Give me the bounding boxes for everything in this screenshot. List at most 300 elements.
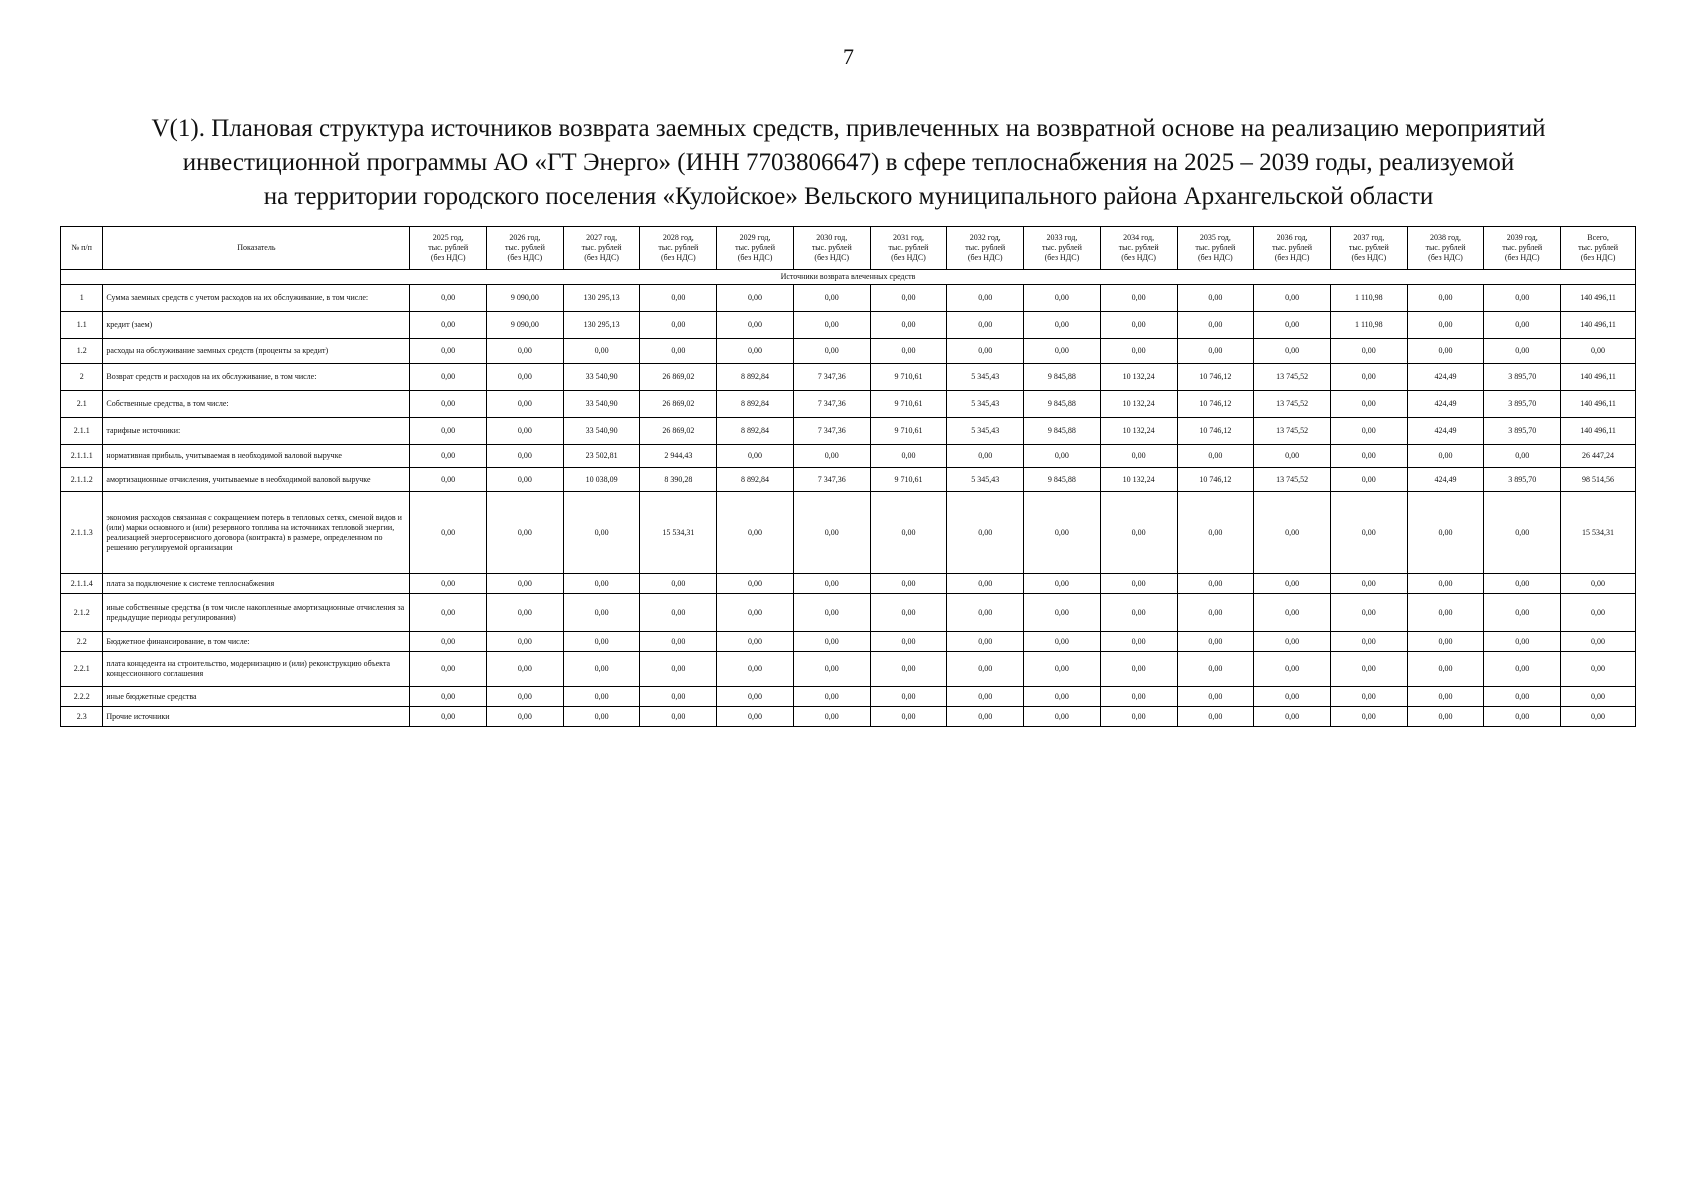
row-year-value: 9 710,61 [870,391,947,418]
row-year-value: 0,00 [487,364,564,391]
row-year-value: 0,00 [1484,285,1561,312]
row-year-value: 9 845,88 [1024,364,1101,391]
row-year-value: 0,00 [1024,594,1101,632]
row-number: 2.1.1 [61,418,103,445]
header-year-line: (без НДС) [507,253,543,262]
row-indicator: амортизационные отчисления, учитываемые в необходимой валовой выручке [103,468,410,492]
row-total-value: 0,00 [1561,687,1636,707]
row-year-value: 0,00 [563,339,640,364]
header-year-line: 2035 год, [1199,233,1231,242]
table-row [61,312,1636,339]
row-year-value: 0,00 [410,418,487,445]
row-year-value: 130 295,13 [563,285,640,312]
row-year-value: 0,00 [640,285,717,312]
table-row [61,418,1636,445]
row-year-value: 10 132,24 [1100,391,1177,418]
document-title [60,112,1637,214]
row-year-value: 0,00 [947,285,1024,312]
header-num: № п/п [61,227,103,270]
row-year-value: 130 295,13 [563,312,640,339]
row-year-value: 0,00 [1177,574,1254,594]
row-year-value: 10 038,09 [563,468,640,492]
row-year-value: 0,00 [1024,285,1101,312]
row-year-value: 0,00 [1330,687,1407,707]
row-year-value: 13 745,52 [1254,468,1331,492]
table-row [61,652,1636,687]
header-year-line: тыс. рублей [504,243,545,252]
row-year-value: 10 132,24 [1100,364,1177,391]
row-year-value: 0,00 [1330,445,1407,468]
row-year-value: 0,00 [1407,632,1484,652]
row-year-value: 10 746,12 [1177,418,1254,445]
table-row [61,574,1636,594]
row-year-value: 0,00 [1177,652,1254,687]
row-year-value: 7 347,36 [793,418,870,445]
row-year-value: 3 895,70 [1484,418,1561,445]
row-year-value: 9 710,61 [870,418,947,445]
row-number: 2.1.1.4 [61,574,103,594]
row-year-value: 5 345,43 [947,418,1024,445]
header-year [1177,227,1254,270]
header-year-line: 2036 год, [1276,233,1308,242]
header-year-line: Всего, [1587,233,1609,242]
row-year-value: 0,00 [1177,632,1254,652]
header-year-line: (без НДС) [1044,253,1080,262]
row-year-value: 0,00 [1254,285,1331,312]
row-total-value: 140 496,11 [1561,312,1636,339]
table-row [61,445,1636,468]
header-year-line: тыс. рублей [1578,243,1618,252]
row-year-value: 0,00 [870,687,947,707]
row-year-value: 0,00 [410,492,487,574]
row-year-value: 0,00 [487,574,564,594]
row-year-value: 13 745,52 [1254,418,1331,445]
header-year-line: (без НДС) [584,253,619,262]
row-year-value: 0,00 [947,687,1024,707]
row-year-value: 9 090,00 [487,312,564,339]
row-number: 1.1 [61,312,103,339]
row-total-value: 140 496,11 [1561,285,1636,312]
row-year-value: 0,00 [1407,339,1484,364]
row-year-value: 0,00 [1254,652,1331,687]
row-year-value: 0,00 [1100,707,1177,727]
row-year-value: 0,00 [1024,687,1101,707]
row-year-value: 0,00 [1484,339,1561,364]
row-year-value: 5 345,43 [947,391,1024,418]
row-year-value: 33 540,90 [563,391,640,418]
row-year-value: 0,00 [1100,339,1177,364]
row-year-value: 0,00 [640,652,717,687]
row-year-value: 0,00 [947,574,1024,594]
row-year-value: 0,00 [1330,364,1407,391]
header-year-line: (без НДС) [660,253,696,262]
row-year-value: 9 090,00 [487,285,564,312]
page-number: 7 [843,44,854,69]
row-year-value: 0,00 [1330,418,1407,445]
row-year-value: 0,00 [410,652,487,687]
header-year-line: тыс. рублей [1041,243,1082,252]
row-year-value: 0,00 [717,594,794,632]
row-year-value: 13 745,52 [1254,391,1331,418]
header-year-line: (без НДС) [430,253,466,262]
row-year-value: 0,00 [870,574,947,594]
row-year-value: 7 347,36 [793,468,870,492]
header-year [640,227,717,270]
row-year-value: 0,00 [640,707,717,727]
header-year [1024,227,1101,270]
header-year-line: тыс. рублей [581,243,622,252]
row-total-value: 15 534,31 [1561,492,1636,574]
table-row [61,391,1636,418]
header-year-line: тыс. рублей [1348,243,1389,252]
header-year-line: (без НДС) [1198,253,1233,262]
row-indicator: экономия расходов связанная с сокращением потерь в тепловых сетях, сменой видов и (или) марки основного и (или) резервного топлива на источниках тепловой энергии, реализацией энергосервисного договора (контракта) в размере, определенном по решению регулируемой организации [103,492,410,574]
header-year-line: 2025 год, [432,233,464,242]
row-indicator: Возврат средств и расходов на их обслуживание, в том числе: [103,364,410,391]
row-year-value: 0,00 [487,594,564,632]
header-year [410,227,487,270]
row-year-value: 0,00 [1254,707,1331,727]
row-year-value: 0,00 [793,687,870,707]
row-year-value: 0,00 [1100,574,1177,594]
row-indicator: расходы на обслуживание заемных средств (проценты за кредит) [103,339,410,364]
row-year-value: 0,00 [717,312,794,339]
row-indicator: Сумма заемных средств с учетом расходов на их обслуживание, в том числе: [103,285,410,312]
row-year-value: 0,00 [640,594,717,632]
row-year-value: 0,00 [793,445,870,468]
row-year-value: 10 132,24 [1100,418,1177,445]
row-year-value: 0,00 [717,574,794,594]
row-year-value: 0,00 [487,492,564,574]
table-row [61,632,1636,652]
row-year-value: 0,00 [717,339,794,364]
row-year-value: 0,00 [793,285,870,312]
row-year-value: 0,00 [410,687,487,707]
row-year-value: 9 710,61 [870,468,947,492]
row-year-value: 424,49 [1407,468,1484,492]
row-year-value: 33 540,90 [563,418,640,445]
header-year-line: (без НДС) [1121,253,1156,262]
header-year [1484,227,1561,270]
row-year-value: 1 110,98 [1330,285,1407,312]
row-indicator: Бюджетное финансирование, в том числе: [103,632,410,652]
row-year-value: 0,00 [563,652,640,687]
row-year-value: 9 845,88 [1024,468,1101,492]
header-year-line: (без НДС) [891,253,926,262]
row-year-value: 10 746,12 [1177,391,1254,418]
row-year-value: 0,00 [1407,707,1484,727]
row-year-value: 0,00 [410,364,487,391]
row-year-value: 0,00 [717,652,794,687]
row-year-value: 0,00 [947,312,1024,339]
title-line: V(1). Плановая структура источников возврата заемных средств, привлеченных на возвратной основе на реализацию мероприятий [151,115,1546,142]
row-year-value: 0,00 [1177,687,1254,707]
row-year-value: 0,00 [793,492,870,574]
row-year-value: 10 746,12 [1177,468,1254,492]
row-year-value: 0,00 [1484,594,1561,632]
header-year-line: (без НДС) [814,253,850,262]
table-row [61,285,1636,312]
row-year-value: 0,00 [563,632,640,652]
header-year-line: тыс. рублей [1118,243,1159,252]
header-year [947,227,1024,270]
row-year-value: 0,00 [870,652,947,687]
row-year-value: 0,00 [1024,312,1101,339]
row-year-value: 0,00 [870,594,947,632]
row-year-value: 0,00 [1484,707,1561,727]
header-year [1407,227,1484,270]
header-year-line: (без НДС) [1504,253,1540,262]
header-year [563,227,640,270]
row-year-value: 0,00 [487,687,564,707]
table-row [61,492,1636,574]
row-year-value: 0,00 [870,445,947,468]
table-row [61,364,1636,391]
row-year-value: 0,00 [947,632,1024,652]
row-year-value: 0,00 [1254,445,1331,468]
row-year-value: 0,00 [1100,445,1177,468]
row-year-value: 0,00 [793,594,870,632]
row-year-value: 0,00 [410,312,487,339]
table-row [61,707,1636,727]
row-year-value: 0,00 [1484,492,1561,574]
row-year-value: 23 502,81 [563,445,640,468]
row-year-value: 0,00 [1330,468,1407,492]
section-title-row [61,270,1636,285]
row-year-value: 0,00 [640,574,717,594]
row-year-value: 0,00 [1407,285,1484,312]
row-year-value: 3 895,70 [1484,364,1561,391]
row-year-value: 0,00 [563,707,640,727]
row-year-value: 0,00 [1024,339,1101,364]
table-header-row [61,227,1636,270]
row-year-value: 0,00 [487,652,564,687]
header-year-line: тыс. рублей [811,243,852,252]
header-year-line: тыс. рублей [1272,243,1313,252]
row-year-value: 0,00 [410,468,487,492]
row-year-value: 0,00 [1254,339,1331,364]
table-row [61,339,1636,364]
title-line: на территории городского поселения «Кулойское» Вельского муниципального района Архангельской области [263,183,1434,210]
section-title: Источники возврата влеченных средств [61,270,1636,285]
row-year-value: 0,00 [1100,312,1177,339]
header-year-line: 2029 год, [739,233,771,242]
row-year-value: 0,00 [947,707,1024,727]
row-year-value: 0,00 [563,492,640,574]
row-year-value: 0,00 [870,492,947,574]
row-year-value: 0,00 [1484,312,1561,339]
header-year [1254,227,1331,270]
header-year-line: тыс. рублей [428,243,469,252]
row-year-value: 0,00 [563,687,640,707]
row-year-value: 0,00 [1254,632,1331,652]
row-year-value: 0,00 [1407,594,1484,632]
row-year-value: 424,49 [1407,418,1484,445]
row-number: 2.2.2 [61,687,103,707]
row-total-value: 0,00 [1561,339,1636,364]
row-year-value: 0,00 [1484,652,1561,687]
row-year-value: 0,00 [717,285,794,312]
row-year-value: 0,00 [640,687,717,707]
header-year-line: (без НДС) [1580,253,1616,262]
row-year-value: 0,00 [870,339,947,364]
header-year-line: (без НДС) [1351,253,1387,262]
title-line: инвестиционной программы АО «ГТ Энерго» (ИНН 7703806647) в сфере теплоснабжения на 2025 – 2039 годы, реализуемой [182,149,1515,176]
row-year-value: 0,00 [1024,492,1101,574]
row-year-value: 0,00 [947,492,1024,574]
row-year-value: 8 892,84 [717,391,794,418]
header-year-line: тыс. рублей [735,243,775,252]
row-number: 2.1 [61,391,103,418]
header-year-line: (без НДС) [1428,253,1463,262]
row-year-value: 0,00 [1407,574,1484,594]
row-indicator: иные бюджетные средства [103,687,410,707]
table-row [61,687,1636,707]
row-year-value: 0,00 [1024,707,1101,727]
row-total-value: 0,00 [1561,707,1636,727]
row-year-value: 0,00 [1254,687,1331,707]
header-year [487,227,564,270]
row-year-value: 8 892,84 [717,418,794,445]
row-number: 2.3 [61,707,103,727]
row-year-value: 0,00 [1407,492,1484,574]
row-year-value: 0,00 [1177,339,1254,364]
row-year-value: 0,00 [563,594,640,632]
row-year-value: 0,00 [1330,652,1407,687]
header-year-line: тыс. рублей [1502,243,1543,252]
row-year-value: 33 540,90 [563,364,640,391]
row-year-value: 0,00 [1100,594,1177,632]
row-number: 2 [61,364,103,391]
row-year-value: 0,00 [1330,492,1407,574]
row-year-value: 0,00 [1254,594,1331,632]
row-indicator: плата за подключение к системе теплоснабжения [103,574,410,594]
row-year-value: 5 345,43 [947,364,1024,391]
row-total-value: 26 447,24 [1561,445,1636,468]
row-year-value: 0,00 [1330,574,1407,594]
row-year-value: 0,00 [793,312,870,339]
row-number: 2.1.2 [61,594,103,632]
row-number: 2.2 [61,632,103,652]
row-year-value: 7 347,36 [793,391,870,418]
header-year-line: 2039 год, [1506,233,1538,242]
row-year-value: 26 869,02 [640,364,717,391]
header-year [717,227,794,270]
row-year-value: 0,00 [870,312,947,339]
table-row [61,468,1636,492]
row-indicator: кредит (заем) [103,312,410,339]
row-year-value: 0,00 [717,707,794,727]
row-year-value: 0,00 [410,339,487,364]
row-year-value: 0,00 [640,632,717,652]
row-year-value: 2 944,43 [640,445,717,468]
row-year-value: 0,00 [1100,632,1177,652]
row-year-value: 0,00 [410,707,487,727]
header-year [870,227,947,270]
row-year-value: 0,00 [947,652,1024,687]
row-year-value: 0,00 [1330,707,1407,727]
row-year-value: 0,00 [717,492,794,574]
row-year-value: 0,00 [640,312,717,339]
row-year-value: 3 895,70 [1484,391,1561,418]
row-year-value: 0,00 [487,632,564,652]
header-year-line: тыс. рублей [658,243,699,252]
row-year-value: 7 347,36 [793,364,870,391]
header-year-line: 2031 год, [893,233,924,242]
header-year-line: 2028 год, [662,233,694,242]
row-year-value: 13 745,52 [1254,364,1331,391]
row-number: 2.1.1.3 [61,492,103,574]
row-year-value: 0,00 [640,339,717,364]
row-year-value: 0,00 [947,339,1024,364]
row-year-value: 0,00 [870,632,947,652]
header-year-line: 2037 год, [1353,233,1385,242]
row-year-value: 8 390,28 [640,468,717,492]
row-number: 1.2 [61,339,103,364]
header-year-line: 2027 год, [586,233,618,242]
header-year [793,227,870,270]
row-year-value: 0,00 [410,632,487,652]
row-number: 2.2.1 [61,652,103,687]
financing-sources-table [60,226,1636,727]
row-year-value: 0,00 [1484,445,1561,468]
row-total-value: 0,00 [1561,574,1636,594]
row-indicator: тарифные источники: [103,418,410,445]
row-year-value: 0,00 [1407,312,1484,339]
row-indicator: плата концедента на строительство, модернизацию и (или) реконструкцию объекта концессионного соглашения [103,652,410,687]
row-total-value: 98 514,56 [1561,468,1636,492]
row-year-value: 0,00 [1484,687,1561,707]
row-total-value: 140 496,11 [1561,391,1636,418]
row-year-value: 10 132,24 [1100,468,1177,492]
row-year-value: 0,00 [1330,391,1407,418]
row-year-value: 0,00 [1254,492,1331,574]
header-year [1561,227,1636,270]
row-total-value: 140 496,11 [1561,418,1636,445]
row-year-value: 0,00 [410,594,487,632]
row-number: 2.1.1.2 [61,468,103,492]
row-year-value: 0,00 [563,574,640,594]
header-year-line: (без НДС) [737,253,773,262]
row-year-value: 5 345,43 [947,468,1024,492]
row-year-value: 0,00 [1100,652,1177,687]
row-year-value: 0,00 [793,652,870,687]
header-year-line: 2030 год, [816,233,848,242]
row-year-value: 0,00 [1100,285,1177,312]
row-year-value: 8 892,84 [717,364,794,391]
row-year-value: 0,00 [1024,445,1101,468]
row-year-value: 0,00 [1100,687,1177,707]
row-year-value: 0,00 [410,574,487,594]
row-year-value: 0,00 [1100,492,1177,574]
row-total-value: 0,00 [1561,632,1636,652]
row-year-value: 0,00 [1177,445,1254,468]
row-year-value: 10 746,12 [1177,364,1254,391]
row-year-value: 0,00 [1407,445,1484,468]
row-year-value: 0,00 [487,339,564,364]
row-year-value: 0,00 [1254,312,1331,339]
row-year-value: 0,00 [947,445,1024,468]
row-year-value: 0,00 [1330,594,1407,632]
row-year-value: 0,00 [1024,574,1101,594]
row-number: 1 [61,285,103,312]
header-year-line: тыс. рублей [1195,243,1236,252]
table-row [61,594,1636,632]
row-year-value: 0,00 [1330,339,1407,364]
row-total-value: 0,00 [1561,594,1636,632]
row-year-value: 424,49 [1407,364,1484,391]
row-year-value: 0,00 [487,391,564,418]
